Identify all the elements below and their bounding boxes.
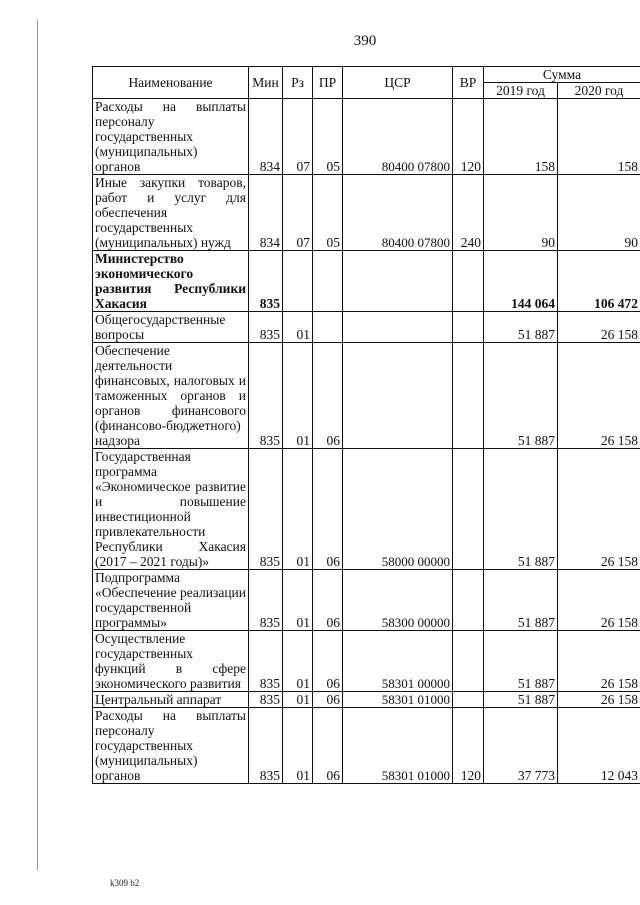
header-pr: ПР [313,67,343,99]
row-sum-2020: 26 158 [558,692,640,708]
row-rz: 01 [283,570,313,631]
row-name: Иные закупки товаров, работ и услуг для обеспечения государственных (муниципальных) нужд [93,175,249,251]
row-vr [453,692,484,708]
row-rz: 07 [283,99,313,175]
row-pr: 06 [313,449,343,570]
header-rz: Рз [283,67,313,99]
row-name: Обеспечение деятельности финансовых, налоговых и таможенных органов и органов финансового (финансово-бюджетного) надзора [93,343,249,449]
margin-line [37,20,38,870]
row-sum-2019: 90 [484,175,558,251]
row-vr [453,312,484,343]
row-min: 835 [249,449,283,570]
header-min: Мин [249,67,283,99]
row-sum-2019: 51 887 [484,449,558,570]
row-vr [453,343,484,449]
row-sum-2019: 51 887 [484,631,558,692]
row-sum-2020: 158 [558,99,640,175]
row-sum-2020: 12 043 [558,708,640,784]
row-csr: 58300 00000 [343,570,453,631]
row-min: 835 [249,251,283,312]
row-sum-2020: 90 [558,175,640,251]
row-vr [453,449,484,570]
row-pr: 06 [313,631,343,692]
header-sum: Сумма [484,67,640,83]
table-row [93,312,640,343]
row-name: Расходы на выплаты персоналу государственных (муниципальных) органов [93,708,249,784]
row-rz: 01 [283,631,313,692]
row-pr [313,251,343,312]
row-rz: 01 [283,692,313,708]
table-row [93,99,640,175]
row-vr [453,251,484,312]
row-name: Министерство экономического развития Республики Хакасия [93,251,249,312]
row-rz: 07 [283,175,313,251]
row-pr: 06 [313,570,343,631]
row-csr: 80400 07800 [343,175,453,251]
table-row [93,631,640,692]
header-year-2019: 2019 год [484,83,558,99]
header-name: Наименование [93,67,249,99]
row-pr: 06 [313,343,343,449]
row-sum-2019: 51 887 [484,343,558,449]
row-name: Центральный аппарат [93,692,249,708]
row-name: Расходы на выплаты персоналу государственных (муниципальных) органов [93,99,249,175]
row-name: Общегосударственные вопросы [93,312,249,343]
row-sum-2019: 51 887 [484,692,558,708]
row-min: 835 [249,312,283,343]
row-sum-2019: 51 887 [484,570,558,631]
table-row [93,343,640,449]
row-sum-2020: 26 158 [558,343,640,449]
row-vr: 120 [453,708,484,784]
table-row [93,449,640,570]
header-csr: ЦСР [343,67,453,99]
row-csr [343,312,453,343]
row-pr: 05 [313,175,343,251]
row-sum-2019: 144 064 [484,251,558,312]
row-csr [343,251,453,312]
row-rz: 01 [283,708,313,784]
row-pr [313,312,343,343]
row-csr: 58301 01000 [343,708,453,784]
row-csr: 58000 00000 [343,449,453,570]
row-sum-2019: 37 773 [484,708,558,784]
row-sum-2019: 158 [484,99,558,175]
row-vr [453,570,484,631]
row-pr: 06 [313,692,343,708]
header-vr: ВР [453,67,484,99]
row-rz [283,251,313,312]
row-min: 835 [249,631,283,692]
row-min: 835 [249,343,283,449]
row-rz: 01 [283,343,313,449]
row-sum-2020: 26 158 [558,570,640,631]
row-sum-2020: 26 158 [558,449,640,570]
table-row [93,708,640,784]
row-vr [453,631,484,692]
row-min: 834 [249,99,283,175]
row-min: 835 [249,708,283,784]
row-min: 835 [249,692,283,708]
row-sum-2020: 26 158 [558,631,640,692]
row-min: 835 [249,570,283,631]
row-rz: 01 [283,312,313,343]
row-sum-2020: 26 158 [558,312,640,343]
page-number: 390 [353,33,377,49]
row-min: 834 [249,175,283,251]
row-sum-2019: 51 887 [484,312,558,343]
row-pr: 06 [313,708,343,784]
row-csr: 80400 07800 [343,99,453,175]
row-csr: 58301 01000 [343,692,453,708]
row-csr: 58301 00000 [343,631,453,692]
row-name: Государственная программа «Экономическое развитие и повышение инвестиционной привлекательности Республики Хакасия (2017 – 2021 годы)» [93,449,249,570]
table-row [93,570,640,631]
row-sum-2020: 106 472 [558,251,640,312]
budget-table [92,66,640,784]
table-row [93,251,640,312]
table-row [93,692,640,708]
row-vr: 120 [453,99,484,175]
row-name: Подпрограмма «Обеспечение реализации государственной программы» [93,570,249,631]
table-row [93,175,640,251]
footer-code: k309 b2 [110,878,140,888]
row-vr: 240 [453,175,484,251]
header-year-2020: 2020 год [558,83,640,99]
row-name: Осуществление государственных функций в сфере экономического развития [93,631,249,692]
row-rz: 01 [283,449,313,570]
row-pr: 05 [313,99,343,175]
row-csr [343,343,453,449]
